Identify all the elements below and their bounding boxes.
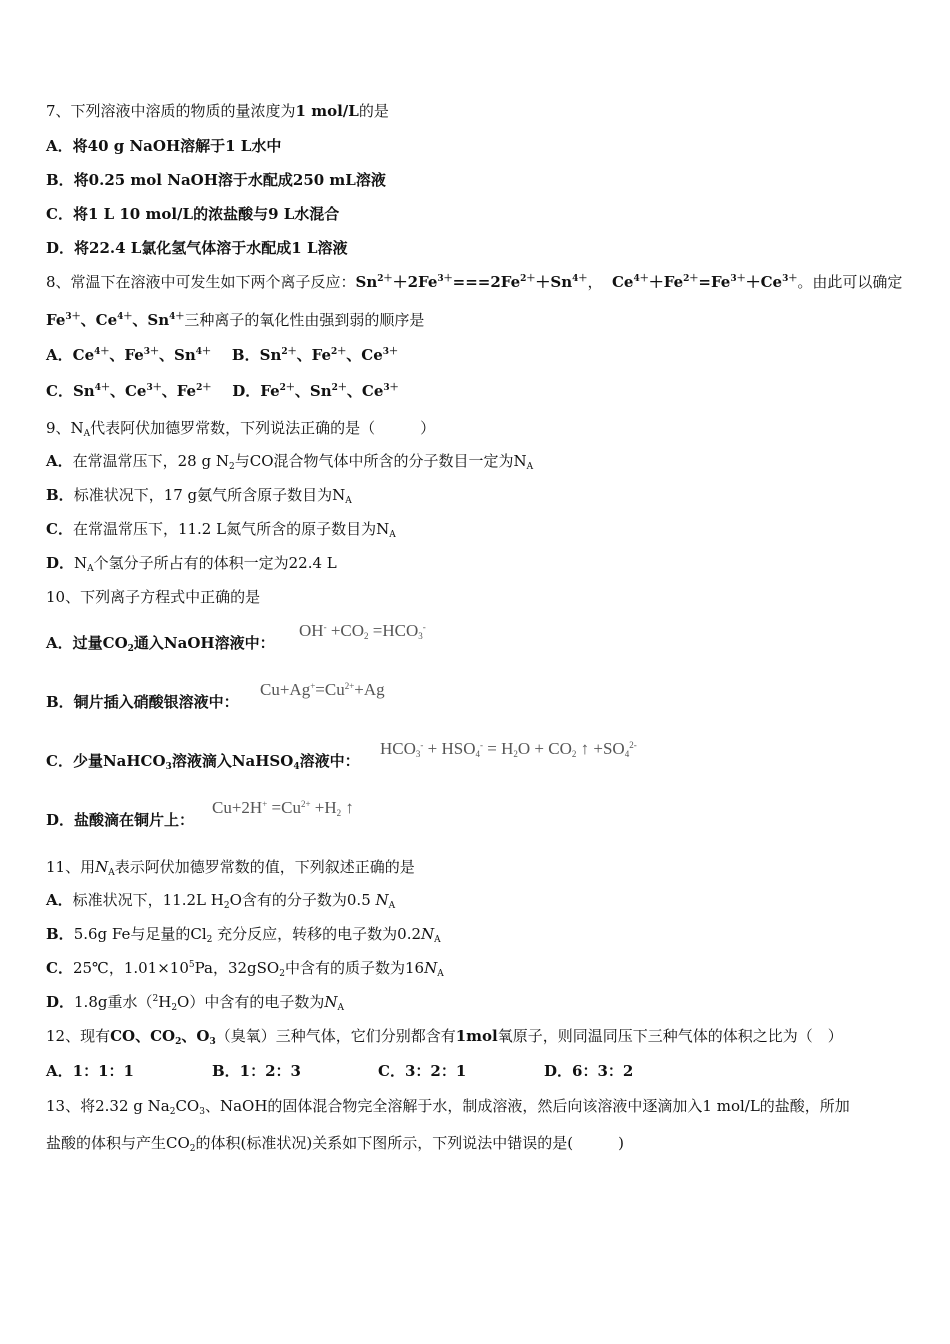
- q10-option-b-formula: $Cu+Ag^+=Cu^{2+}+Ag$: [260, 680, 385, 699]
- q7-option-d: D．将22.4 L氯化氢气体溶于水配成1 L溶液: [46, 239, 348, 257]
- q10-stem: 10、下列离子方程式中正确的是: [46, 588, 261, 606]
- q7-stem: 7、下列溶液中溶质的物质的量浓度为1 mol/L的是: [46, 102, 389, 120]
- q9-stem: 9、$N_A$代表阿伏加德罗常数，下列说法正确的是（ ）: [46, 419, 436, 439]
- q13-stem-line2: 盐酸的体积与产生$CO_2$的体积(标准状况)关系如下图所示，下列说法中错误的是( ): [46, 1134, 624, 1154]
- q10-option-d-formula: $Cu+2H^+ =Cu^{2+} +H_2$ ↑: [212, 798, 354, 818]
- q10-option-d-label: D．盐酸滴在铜片上：: [46, 811, 195, 829]
- q8-stem: 8、常温下在溶液中可发生如下两个离子反应：$Sn^{2+}+2Fe^{3+}===2Fe^{2+}+Sn^{4+}$， $Ce^{4+}+Fe^{2+}=Fe^{3+}+Ce^{3+}$。由此可以确定: [46, 273, 903, 291]
- q12-option-a: A．1：1：1: [46, 1062, 134, 1080]
- q10-option-a-formula: $OH^- +CO_2 =HCO_3^-$: [299, 621, 426, 641]
- q10-option-c-label: C．少量NaHCO$_3$溶液滴入NaHSO$_4$溶液中：: [46, 752, 360, 772]
- q9-option-d: D．$N_A$个氢分子所占有的体积一定为22.4 L: [46, 554, 337, 574]
- q11-option-d: D．1.8g重水$(^2H_2O)$中含有的电子数为$N_A$: [46, 993, 344, 1013]
- q11-option-b: B．5.6g Fe与足量的$Cl_2$ 充分反应，转移的电子数为$0.2N_A$: [46, 925, 441, 945]
- q9-option-c: C．在常温常压下，11.2 L氮气所含的原子数目为$N_A$: [46, 520, 396, 540]
- q12-option-b: B．1：2：3: [212, 1062, 301, 1080]
- q12-options: [46, 1061, 633, 1081]
- q8-options-cd: C．$Sn^{4+}$、$Ce^{3+}$、$Fe^{2+}$ D．$Fe^{2+}$、$Sn^{2+}$、$Ce^{3+}$: [46, 382, 399, 400]
- q12-stem: 12、现有CO、$CO_2$、$O_3$（臭氧）三种气体，它们分别都含有1mol氧原子，则同温同压下三种气体的体积之比为（ ）: [46, 1027, 843, 1047]
- q9-option-a: A．在常温常压下，28 g $N_2$与CO混合物气体中所含的分子数目一定为$N_A$: [46, 452, 534, 472]
- q8-options-ab: A．$Ce^{4+}$、$Fe^{3+}$、$Sn^{4+}$ B．$Sn^{2+}$、$Fe^{2+}$、$Ce^{3+}$: [46, 346, 399, 364]
- q12-option-d: D．6：3：2: [544, 1062, 634, 1080]
- q12-option-c: C．3：2：1: [378, 1062, 467, 1080]
- q9-option-b: B．标准状况下，17 g氨气所含原子数目为$N_A$: [46, 486, 352, 506]
- q11-option-c: C．25℃，$1.01\times 10^5Pa$，32gSO$_2$中含有的质子数为$16N_A$: [46, 959, 444, 979]
- q13-stem-line1: 13、将2.32 g $Na_2CO_3$、NaOH的固体混合物完全溶解于水，制成溶液，然后向该溶液中逐滴加入1 mol/L的盐酸，所加: [46, 1097, 850, 1117]
- q10-option-b-label: B．铜片插入硝酸银溶液中：: [46, 693, 239, 711]
- q10-option-a-label: A．过量$CO_2$通入NaOH溶液中：: [46, 634, 275, 654]
- q7-option-b: B．将0.25 mol NaOH溶于水配成250 mL溶液: [46, 171, 386, 189]
- q11-stem: 11、用$N_A$表示阿伏加德罗常数的值，下列叙述正确的是: [46, 858, 415, 878]
- q10-option-c-formula: $HCO_3^- + HSO_4^- = H_2O + CO_2$ ↑ $+SO_4^{2-}$: [380, 739, 637, 759]
- q11-option-a: A．标准状况下，11.2L $H_2O$含有的分子数为0.5 $N_A$: [46, 891, 396, 911]
- q8-stem-line2: $Fe^{3+}$、$Ce^{4+}$、$Sn^{4+}$三种离子的氧化性由强到弱的顺序是: [46, 311, 425, 329]
- q7-option-c: C．将1 L 10 mol/L的浓盐酸与9 L水混合: [46, 205, 340, 223]
- q7-option-a: A．将40 g NaOH溶解于1 L水中: [46, 137, 282, 155]
